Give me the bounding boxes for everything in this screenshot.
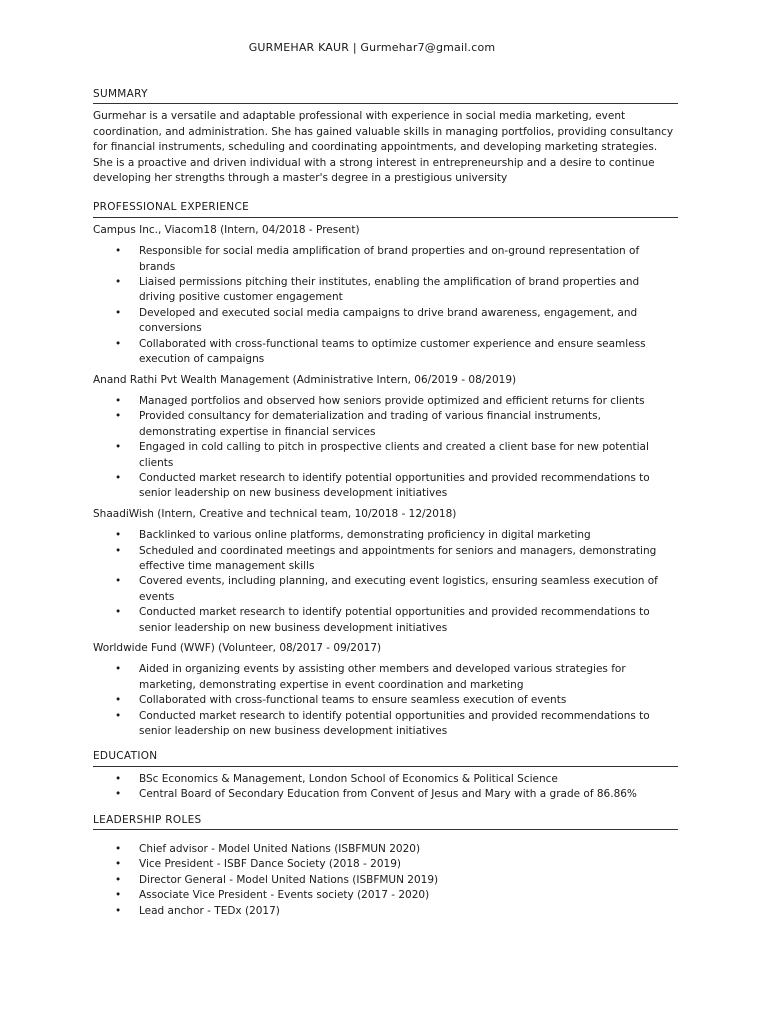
list-item: • Conducted market research to identify potential opportunities and provided recommendations to senior leadership on new business development initiatives bbox=[93, 471, 678, 502]
list-item: • Associate Vice President - Events society (2017 - 2020) bbox=[93, 888, 678, 903]
list-item: • Responsible for social media amplification of brand properties and on-ground representation of brands bbox=[93, 244, 678, 275]
job-heading: Anand Rathi Pvt Wealth Management (Administrative Intern, 06/2019 - 08/2019) bbox=[93, 373, 517, 386]
leadership-heading: LEADERSHIP ROLES bbox=[93, 813, 678, 830]
job-entry bbox=[93, 373, 678, 502]
list-item: • Lead anchor - TEDx (2017) bbox=[93, 904, 678, 919]
list-item: • Covered events, including planning, and executing event logistics, ensuring seamless execution of events bbox=[93, 574, 678, 605]
list-item: • Scheduled and coordinated meetings and appointments for seniors and managers, demonstrating effective time management skills bbox=[93, 544, 678, 575]
education-heading: EDUCATION bbox=[93, 749, 678, 766]
experience-heading: PROFESSIONAL EXPERIENCE bbox=[93, 200, 678, 217]
list-item: • Liaised permissions pitching their institutes, enabling the amplification of brand properties and driving positive customer engagement bbox=[93, 275, 678, 306]
job-heading: ShaadiWish (Intern, Creative and technical team, 10/2018 - 12/2018) bbox=[93, 507, 457, 520]
list-item: • Collaborated with cross-functional teams to optimize customer experience and ensure seamless execution of campaigns bbox=[93, 337, 678, 368]
list-item: • Conducted market research to identify potential opportunities and provided recommendations to senior leadership on new business development initiatives bbox=[93, 605, 678, 636]
job-bullets bbox=[93, 394, 678, 502]
job-bullets bbox=[93, 662, 678, 739]
resume-header: GURMEHAR KAUR | Gurmehar7@gmail.com bbox=[248, 41, 496, 54]
list-item: • Vice President - ISBF Dance Society (2018 - 2019) bbox=[93, 857, 678, 872]
list-item: • Engaged in cold calling to pitch in prospective clients and created a client base for new potential clients bbox=[93, 440, 678, 471]
list-item: • Backlinked to various online platforms, demonstrating proficiency in digital marketing bbox=[93, 528, 678, 543]
list-item: • Conducted market research to identify potential opportunities and provided recommendations to senior leadership on new business development initiatives bbox=[93, 709, 678, 740]
list-item: • Developed and executed social media campaigns to drive brand awareness, engagement, and conversions bbox=[93, 306, 678, 337]
summary-section bbox=[93, 87, 678, 186]
job-entry bbox=[93, 641, 678, 739]
list-item: • BSc Economics & Management, London School of Economics & Political Science bbox=[93, 772, 678, 787]
list-item: • Provided consultancy for dematerialization and trading of various financial instruments, demonstrating expertise in financial services bbox=[93, 409, 678, 440]
list-item: • Collaborated with cross-functional teams to ensure seamless execution of events bbox=[93, 693, 678, 708]
education-section bbox=[93, 749, 678, 802]
job-entry bbox=[93, 507, 678, 636]
list-item: • Managed portfolios and observed how seniors provide optimized and efficient returns for clients bbox=[93, 394, 678, 409]
job-bullets bbox=[93, 528, 678, 636]
resume-content bbox=[93, 87, 678, 929]
job-heading: Campus Inc., Viacom18 (Intern, 04/2018 - Present) bbox=[93, 223, 360, 236]
summary-text: Gurmehar is a versatile and adaptable professional with experience in social media marketing, event coordination, and administration. She has gained valuable skills in managing portfolios, providing consultancy for financial instruments, scheduling and coordinating appointments, and developing marketing strategies. She is a proactive and driven individual with a strong interest in entrepreneurship and a desire to continue developing her strengths through a master's degree in a prestigious university bbox=[93, 110, 674, 185]
leadership-list bbox=[93, 842, 678, 919]
leadership-section bbox=[93, 813, 678, 919]
education-list bbox=[93, 772, 678, 803]
list-item: • Chief advisor - Model United Nations (ISBFMUN 2020) bbox=[93, 842, 678, 857]
list-item: • Central Board of Secondary Education from Convent of Jesus and Mary with a grade of 86.86% bbox=[93, 787, 678, 802]
list-item: • Director General - Model United Nations (ISBFMUN 2019) bbox=[93, 873, 678, 888]
job-entry bbox=[93, 223, 678, 368]
list-item: • Aided in organizing events by assisting other members and developed various strategies for marketing, demonstrating expertise in event coordination and marketing bbox=[93, 662, 678, 693]
job-bullets bbox=[93, 244, 678, 367]
job-heading: Worldwide Fund (WWF) (Volunteer, 08/2017 - 09/2017) bbox=[93, 642, 382, 654]
experience-section bbox=[93, 200, 678, 739]
summary-heading: SUMMARY bbox=[93, 87, 678, 104]
